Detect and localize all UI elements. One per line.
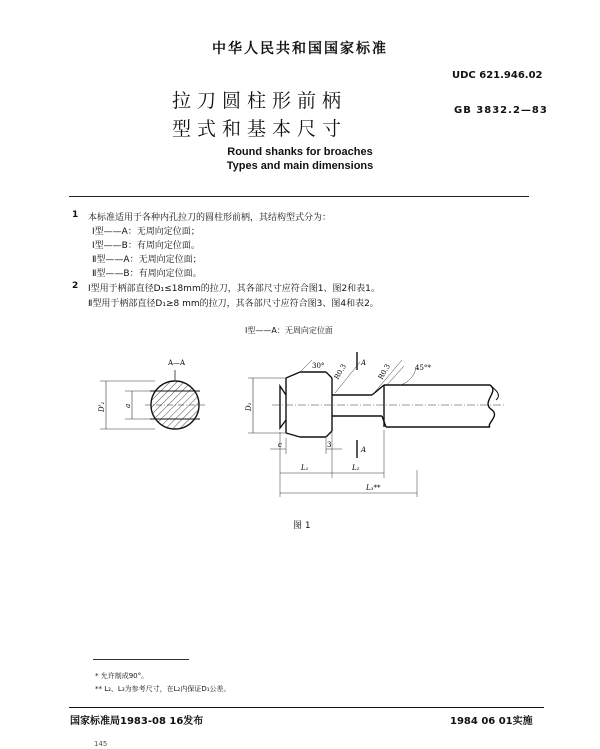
label-3: 3 <box>327 441 332 449</box>
section1-item: Ⅱ型——A：无周向定位面； <box>92 255 202 265</box>
label-a: a <box>124 403 132 408</box>
section1-text: 本标准适用于各种内孔拉刀的圆柱形前柄，其结构型式分为： <box>88 213 332 223</box>
footnote-rule <box>93 659 189 660</box>
bottom-rule <box>69 707 544 708</box>
section1-item: Ⅰ型——A：无周向定位面； <box>92 227 200 237</box>
section1-item: Ⅱ型——B：有周向定位面。 <box>92 269 202 279</box>
section-view <box>98 359 205 429</box>
section1-item: Ⅰ型——B：有周向定位面。 <box>92 241 200 251</box>
title-zh-line1: 拉刀圆柱形前柄 <box>172 90 348 112</box>
gb-number: GB 3832.2—83 <box>454 105 548 116</box>
section2-line2: Ⅱ型用于柄部直径D₁≥8 mm的拉刀，其各部尺寸应符合图3、图4和表2。 <box>88 299 379 309</box>
section2-line1: Ⅰ型用于柄部直径D₁≤18mm的拉刀，其各部尺寸应符合图1、图2和表1。 <box>88 284 380 294</box>
page-number: 145 <box>94 740 108 748</box>
figure-type-caption: Ⅰ型——A：无周向定位面 <box>245 326 333 335</box>
label-30deg: 30° <box>312 362 325 370</box>
label-45deg: 45°* <box>415 364 431 372</box>
title-en-line2: Types and main dimensions <box>226 160 374 172</box>
label-d1: D₁ <box>245 402 253 411</box>
shank-side-view <box>280 372 498 437</box>
label-r03: R0.3 <box>332 362 348 381</box>
standard-title: 中华人民共和国国家标准 <box>212 41 388 57</box>
figure1-caption: 图 1 <box>293 521 311 531</box>
label-A-top: A <box>361 359 367 367</box>
label-L3: L₃** <box>366 484 381 492</box>
issued-date: 国家标准局1983-08 16发布 <box>70 716 204 727</box>
label-L1: L₁ <box>301 464 309 472</box>
label-r03b: R0.3 <box>376 362 392 381</box>
section1-number: 1 <box>72 210 79 220</box>
label-A-bottom: A <box>361 446 367 454</box>
title-en-line1: Round shanks for broaches <box>227 146 373 158</box>
effective-date: 1984 06 01实施 <box>450 716 533 727</box>
label-L2: L₂ <box>352 464 360 472</box>
footnote-2: ** L₂、L₃为参考尺寸，在L₂内保证D₁公差。 <box>95 685 231 693</box>
section-label: A—A <box>168 359 186 367</box>
label-d1-prime: D'₁ <box>98 401 106 412</box>
footnote-1: * 允许制成90°。 <box>95 672 149 680</box>
label-c: c <box>278 441 282 449</box>
udc-number: UDC 621.946.02 <box>452 70 543 81</box>
title-zh-line2: 型式和基本尺寸 <box>172 118 348 140</box>
section2-number: 2 <box>72 281 79 291</box>
